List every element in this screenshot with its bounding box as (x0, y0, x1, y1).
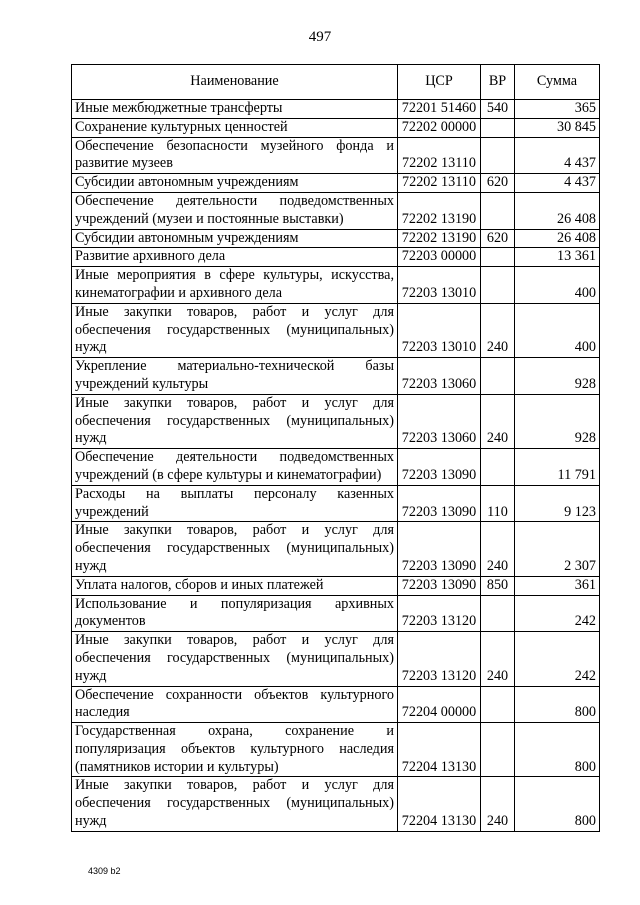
table-row (72, 595, 600, 632)
table-row (72, 137, 600, 174)
row-vr-cell: 240 (481, 777, 515, 831)
row-csr-cell: 72204 13130 (398, 723, 481, 777)
row-sum-cell: 242 (515, 632, 600, 686)
row-csr-cell: 72203 13060 (398, 358, 481, 395)
row-vr-cell (481, 137, 515, 174)
row-name-cell: Иные закупки товаров, работ и услуг для обеспечения государственных (муниципальных) нужд (72, 632, 398, 686)
table-row (72, 777, 600, 831)
row-vr-cell: 620 (481, 174, 515, 193)
row-vr-cell (481, 723, 515, 777)
row-name-cell: Иные закупки товаров, работ и услуг для обеспечения государственных (муниципальных) нужд (72, 522, 398, 576)
row-name-cell: Субсидии автономным учреждениям (72, 174, 398, 193)
table-header-row (72, 65, 600, 100)
row-vr-cell (481, 595, 515, 632)
row-name-cell: Иные мероприятия в сфере культуры, искусства, кинематографии и архивного дела (72, 267, 398, 304)
row-vr-cell (481, 267, 515, 304)
row-vr-cell: 240 (481, 303, 515, 357)
row-vr-cell (481, 686, 515, 723)
row-name-cell: Иные закупки товаров, работ и услуг для обеспечения государственных (муниципальных) нужд (72, 394, 398, 448)
row-csr-cell: 72201 51460 (398, 100, 481, 119)
row-sum-cell: 26 408 (515, 229, 600, 248)
row-csr-cell: 72202 13110 (398, 137, 481, 174)
row-vr-cell: 850 (481, 576, 515, 595)
row-vr-cell (481, 358, 515, 395)
row-sum-cell: 800 (515, 686, 600, 723)
header-name: Наименование (72, 65, 398, 100)
row-vr-cell (481, 449, 515, 486)
row-sum-cell: 800 (515, 777, 600, 831)
table-row (72, 723, 600, 777)
row-vr-cell: 240 (481, 394, 515, 448)
table-row (72, 248, 600, 267)
footer-code: 4309 b2 (88, 866, 121, 876)
row-name-cell: Расходы на выплаты персоналу казенных учреждений (72, 485, 398, 522)
row-name-cell: Обеспечение деятельности подведомственных учреждений (музеи и постоянные выставки) (72, 192, 398, 229)
table-body (72, 100, 600, 832)
table-row (72, 485, 600, 522)
row-name-cell: Обеспечение безопасности музейного фонда и развитие музеев (72, 137, 398, 174)
row-name-cell: Обеспечение деятельности подведомственных учреждений (в сфере культуры и кинематографии) (72, 449, 398, 486)
table-row (72, 118, 600, 137)
row-name-cell: Иные межбюджетные трансферты (72, 100, 398, 119)
row-csr-cell: 72203 13090 (398, 522, 481, 576)
table-row (72, 576, 600, 595)
row-sum-cell: 400 (515, 303, 600, 357)
table-row (72, 358, 600, 395)
row-name-cell: Использование и популяризация архивных документов (72, 595, 398, 632)
row-csr-cell: 72203 13090 (398, 449, 481, 486)
row-csr-cell: 72203 13060 (398, 394, 481, 448)
row-vr-cell (481, 118, 515, 137)
row-name-cell: Обеспечение сохранности объектов культурного наследия (72, 686, 398, 723)
row-sum-cell: 361 (515, 576, 600, 595)
row-vr-cell: 110 (481, 485, 515, 522)
row-name-cell: Иные закупки товаров, работ и услуг для обеспечения государственных (муниципальных) нужд (72, 777, 398, 831)
row-name-cell: Развитие архивного дела (72, 248, 398, 267)
row-csr-cell: 72203 13010 (398, 303, 481, 357)
row-vr-cell: 620 (481, 229, 515, 248)
row-sum-cell: 400 (515, 267, 600, 304)
table-row (72, 449, 600, 486)
row-sum-cell: 4 437 (515, 137, 600, 174)
row-sum-cell: 928 (515, 394, 600, 448)
header-vr: ВР (481, 65, 515, 100)
row-vr-cell (481, 248, 515, 267)
table-row (72, 174, 600, 193)
row-name-cell: Сохранение культурных ценностей (72, 118, 398, 137)
row-sum-cell: 928 (515, 358, 600, 395)
row-csr-cell: 72202 13190 (398, 229, 481, 248)
row-sum-cell: 11 791 (515, 449, 600, 486)
row-vr-cell (481, 192, 515, 229)
header-csr: ЦСР (398, 65, 481, 100)
row-name-cell: Уплата налогов, сборов и иных платежей (72, 576, 398, 595)
header-sum: Сумма (515, 65, 600, 100)
row-csr-cell: 72204 00000 (398, 686, 481, 723)
row-sum-cell: 13 361 (515, 248, 600, 267)
row-sum-cell: 9 123 (515, 485, 600, 522)
row-vr-cell: 540 (481, 100, 515, 119)
table-row (72, 686, 600, 723)
row-csr-cell: 72203 00000 (398, 248, 481, 267)
table-row (72, 632, 600, 686)
row-name-cell: Субсидии автономным учреждениям (72, 229, 398, 248)
row-csr-cell: 72203 13090 (398, 576, 481, 595)
row-sum-cell: 242 (515, 595, 600, 632)
table-row (72, 303, 600, 357)
row-sum-cell: 2 307 (515, 522, 600, 576)
row-vr-cell: 240 (481, 522, 515, 576)
row-csr-cell: 72202 00000 (398, 118, 481, 137)
table-row (72, 229, 600, 248)
row-csr-cell: 72204 13130 (398, 777, 481, 831)
table-row (72, 100, 600, 119)
row-sum-cell: 26 408 (515, 192, 600, 229)
row-name-cell: Иные закупки товаров, работ и услуг для обеспечения государственных (муниципальных) нужд (72, 303, 398, 357)
table-row (72, 394, 600, 448)
row-csr-cell: 72203 13090 (398, 485, 481, 522)
row-sum-cell: 4 437 (515, 174, 600, 193)
row-csr-cell: 72202 13190 (398, 192, 481, 229)
row-name-cell: Укрепление материально-технической базы учреждений культуры (72, 358, 398, 395)
row-sum-cell: 365 (515, 100, 600, 119)
row-csr-cell: 72203 13010 (398, 267, 481, 304)
budget-table (71, 64, 600, 832)
row-csr-cell: 72203 13120 (398, 595, 481, 632)
row-csr-cell: 72202 13110 (398, 174, 481, 193)
table-row (72, 522, 600, 576)
table-row (72, 192, 600, 229)
table-row (72, 267, 600, 304)
row-sum-cell: 800 (515, 723, 600, 777)
row-name-cell: Государственная охрана, сохранение и популяризация объектов культурного наследия (памятников истории и культуры) (72, 723, 398, 777)
row-csr-cell: 72203 13120 (398, 632, 481, 686)
page-number: 497 (308, 29, 332, 45)
row-sum-cell: 30 845 (515, 118, 600, 137)
row-vr-cell: 240 (481, 632, 515, 686)
